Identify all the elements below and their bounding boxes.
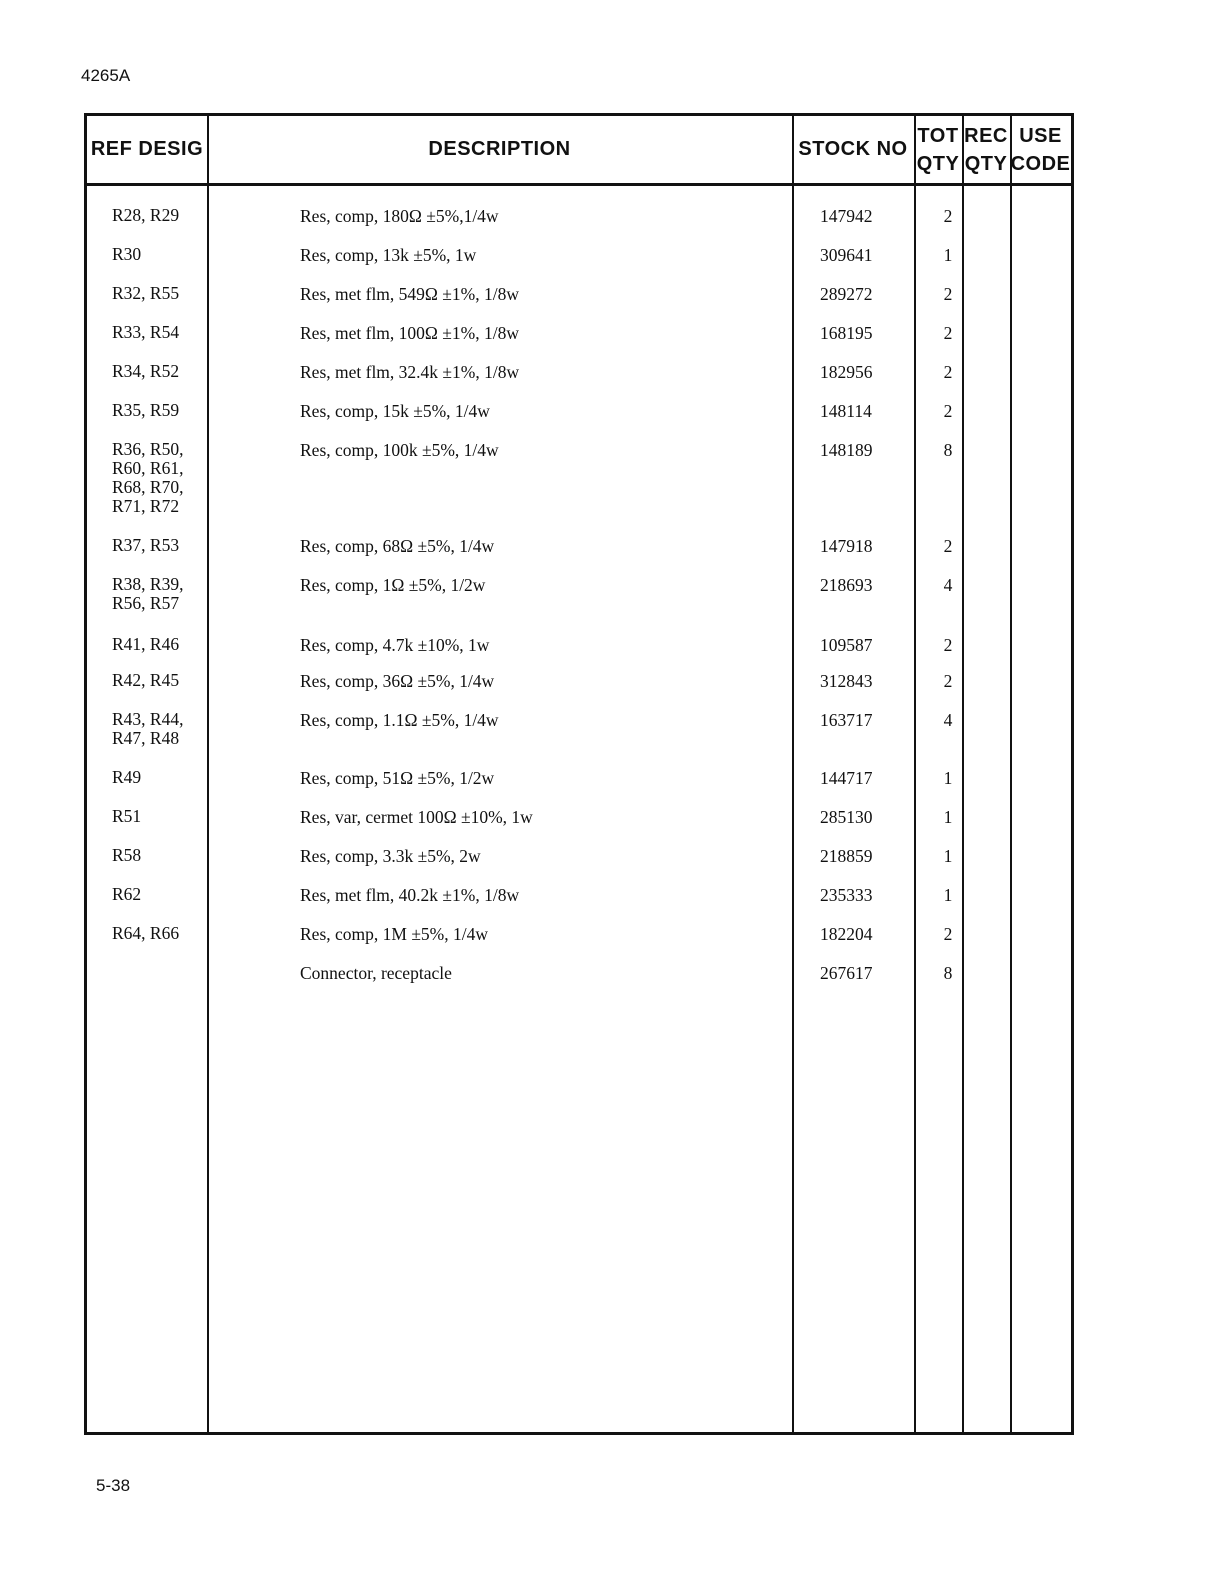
description: Res, met flm, 32.4k ±1%, 1/8w (300, 362, 520, 382)
header-rec-label: REC (964, 124, 1008, 147)
stock-no: 285130 (820, 807, 873, 827)
ref-desig: R32, R55 (112, 283, 180, 303)
ref-desig: R64, R66 (112, 923, 180, 943)
ref-desig: R36, R50, R60, R61, R68, R70, R71, R72 (112, 439, 184, 516)
stock-no: 235333 (820, 885, 873, 905)
tot-qty: 2 (943, 284, 953, 304)
tot-qty: 2 (943, 924, 953, 944)
ref-desig: R41, R46 (112, 634, 180, 654)
header-ref-desig: REF DESIG (90, 138, 204, 160)
ref-desig: R33, R54 (112, 322, 180, 342)
tot-qty: 2 (943, 206, 953, 226)
tot-qty: 1 (943, 768, 953, 788)
header-use-code (1010, 116, 1071, 183)
ref-desig: R38, R39, R56, R57 (112, 574, 184, 613)
column-divider (914, 116, 916, 1432)
description: Res, met flm, 549Ω ±1%, 1/8w (300, 284, 519, 304)
ref-desig: R37, R53 (112, 535, 180, 555)
tot-qty: 1 (943, 807, 953, 827)
tot-qty: 1 (943, 885, 953, 905)
stock-no: 182204 (820, 924, 873, 944)
tot-qty: 2 (943, 536, 953, 556)
stock-no: 182956 (820, 362, 873, 382)
stock-no: 267617 (820, 963, 873, 983)
description: Res, comp, 15k ±5%, 1/4w (300, 401, 490, 421)
stock-no: 163717 (820, 710, 873, 730)
tot-qty: 1 (943, 846, 953, 866)
tot-qty: 2 (943, 323, 953, 343)
table-header (87, 116, 1071, 186)
description: Res, comp, 51Ω ±5%, 1/2w (300, 768, 495, 788)
ref-desig: R30 (112, 244, 142, 264)
ref-desig: R49 (112, 767, 142, 787)
tot-qty: 1 (943, 245, 953, 265)
description: Res, comp, 36Ω ±5%, 1/4w (300, 671, 495, 691)
stock-no: 218859 (820, 846, 873, 866)
tot-qty: 2 (943, 671, 953, 691)
description: Res, comp, 180Ω ±5%,1/4w (300, 206, 499, 226)
description: Res, met flm, 40.2k ±1%, 1/8w (300, 885, 520, 905)
description: Res, var, cermet 100Ω ±10%, 1w (300, 807, 533, 827)
description: Res, comp, 3.3k ±5%, 2w (300, 846, 481, 866)
stock-no: 147942 (820, 206, 873, 226)
ref-desig: R58 (112, 845, 142, 865)
description: Res, comp, 100k ±5%, 1/4w (300, 440, 499, 460)
header-rec-qty (962, 116, 1010, 183)
header-stock-no: STOCK NO (798, 138, 908, 160)
stock-no: 148189 (820, 440, 873, 460)
header-tot-qty-label: QTY (916, 152, 960, 175)
model-number: 4265A (81, 66, 131, 85)
description: Res, comp, 13k ±5%, 1w (300, 245, 477, 265)
ref-desig: R28, R29 (112, 205, 180, 225)
description: Connector, receptacle (300, 963, 452, 983)
description: Res, comp, 1M ±5%, 1/4w (300, 924, 488, 944)
parts-list-table (84, 113, 1074, 1435)
description: Res, comp, 4.7k ±10%, 1w (300, 635, 490, 655)
stock-no: 312843 (820, 671, 873, 691)
column-divider (1010, 116, 1012, 1432)
stock-no: 148114 (820, 401, 872, 421)
stock-no: 147918 (820, 536, 873, 556)
stock-no: 144717 (820, 768, 873, 788)
tot-qty: 4 (943, 575, 953, 595)
header-tot-qty (914, 116, 962, 183)
page-number: 5-38 (96, 1476, 131, 1495)
ref-desig: R34, R52 (112, 361, 180, 381)
column-divider (962, 116, 964, 1432)
stock-no: 218693 (820, 575, 873, 595)
description: Res, comp, 68Ω ±5%, 1/4w (300, 536, 495, 556)
header-rec-qty-label: QTY (964, 152, 1008, 175)
stock-no: 289272 (820, 284, 873, 304)
tot-qty: 2 (943, 362, 953, 382)
ref-desig: R42, R45 (112, 670, 180, 690)
tot-qty: 2 (943, 401, 953, 421)
tot-qty: 8 (943, 963, 953, 983)
description: Res, comp, 1.1Ω ±5%, 1/4w (300, 710, 499, 730)
stock-no: 168195 (820, 323, 873, 343)
ref-desig: R51 (112, 806, 142, 826)
column-divider (792, 116, 794, 1432)
header-tot-label: TOT (917, 124, 959, 147)
stock-no: 109587 (820, 635, 873, 655)
tot-qty: 8 (943, 440, 953, 460)
ref-desig: R43, R44, R47, R48 (112, 709, 184, 748)
header-description: DESCRIPTION (428, 138, 571, 160)
header-use-label: USE (1019, 124, 1062, 147)
description: Res, comp, 1Ω ±5%, 1/2w (300, 575, 486, 595)
tot-qty: 4 (943, 710, 953, 730)
description: Res, met flm, 100Ω ±1%, 1/8w (300, 323, 519, 343)
ref-desig: R35, R59 (112, 400, 180, 420)
tot-qty: 2 (943, 635, 953, 655)
ref-desig: R62 (112, 884, 142, 904)
stock-no: 309641 (820, 245, 873, 265)
header-code-label: CODE (1010, 152, 1071, 175)
